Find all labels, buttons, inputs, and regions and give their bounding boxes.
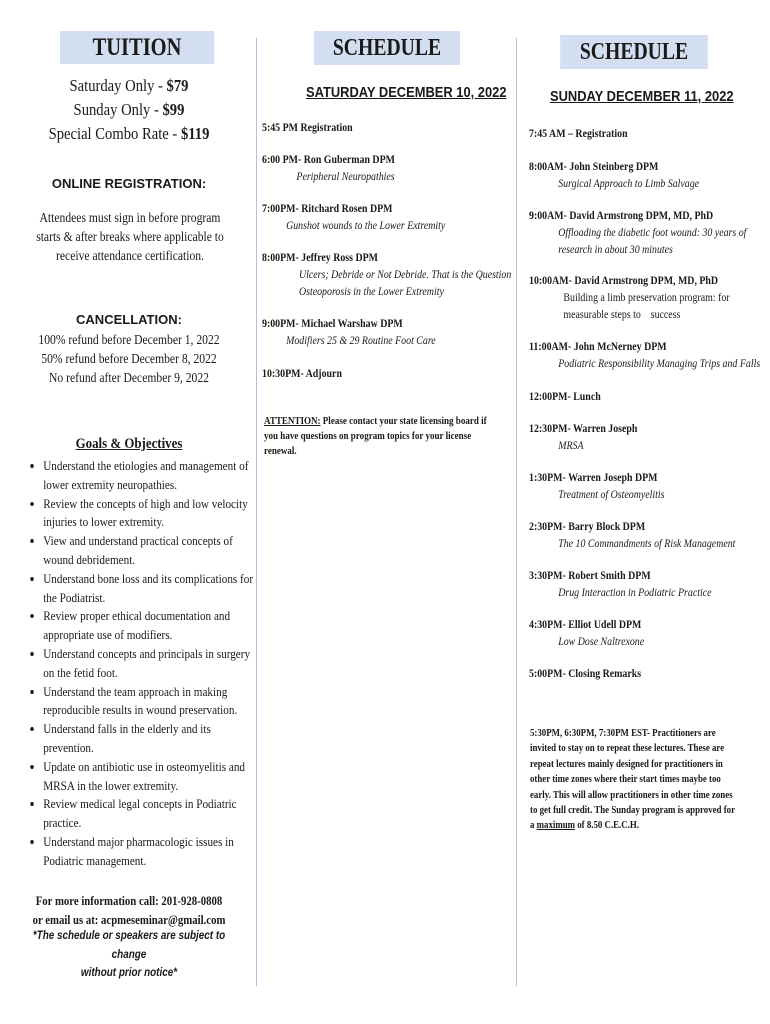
schedule-item <box>262 120 512 137</box>
schedule-topic: Drug Interaction in Podiatric Practice <box>558 587 712 599</box>
sunday-date: SUNDAY DECEMBER 11, 2022 <box>550 88 734 105</box>
schedule-time: 9:00AM- David Armstrong DPM, MD, PhD <box>529 210 714 222</box>
saturday-price: $79 <box>166 76 189 95</box>
schedule-item <box>529 126 769 143</box>
saturday-date: SATURDAY DECEMBER 10, 2022 <box>306 84 507 101</box>
column-divider-right <box>516 38 517 986</box>
cancellation-policy <box>10 330 248 387</box>
goal-item: • Review medical legal concepts in Podiatric practice. <box>43 795 258 833</box>
schedule-topic: Ulcers; Debride or Not Debride. That is the Question <box>298 269 512 281</box>
schedule-item <box>262 201 512 235</box>
schedule-time: 7:45 AM – Registration <box>529 128 628 140</box>
schedule-item <box>529 208 769 259</box>
repeat-lectures-note <box>530 726 740 834</box>
schedule-time: 9:00PM- Michael Warshaw DPM <box>262 318 403 330</box>
schedule-item <box>529 273 769 324</box>
schedule-item <box>529 568 769 602</box>
goal-item: • Understand the team approach in making reproducible results in wound preservation. <box>43 683 258 721</box>
goals-title: Goals & Objectives <box>75 436 183 452</box>
tuition-title: TUITION <box>92 34 182 61</box>
tuition-header <box>60 31 214 64</box>
combo-price-line <box>27 122 232 146</box>
schedule-item <box>529 666 769 683</box>
notice-line: *The schedule or speakers are subject to change <box>32 930 226 961</box>
goal-item: • Understand major pharmacologic issues in Podiatric management. <box>43 833 258 871</box>
schedule-time: 12:30PM- Warren Joseph <box>529 423 638 435</box>
sunday-price-line <box>27 98 232 122</box>
saturday-schedule-column <box>262 0 512 1024</box>
schedule-topic: measurable steps to success <box>563 309 681 321</box>
schedule-time: 10:00AM- David Armstrong DPM, MD, PhD <box>529 275 719 287</box>
online-registration-title: ONLINE REGISTRATION: <box>51 176 207 191</box>
combo-price: $119 <box>180 124 210 143</box>
schedule-topic: Surgical Approach to Limb Salvage <box>558 178 700 190</box>
attention-notice <box>264 414 494 459</box>
cancellation-line: 50% refund before December 8, 2022 <box>41 351 217 366</box>
schedule-time: 8:00AM- John Steinberg DPM <box>529 161 659 173</box>
schedule-time: 5:00PM- Closing Remarks <box>529 668 642 680</box>
sunday-schedule-column <box>522 0 762 1024</box>
tuition-column <box>10 0 254 1024</box>
schedule-topic: Gunshot wounds to the Lower Extremity <box>286 220 446 232</box>
schedule-topic: Osteoporosis in the Lower Extremity <box>298 286 444 298</box>
note-text: 5:30PM, 6:30PM, 7:30PM EST- Practitioners are invited to stay on to repeat these lectures. These are repeat lectures mainly designed for practitioners in other time zones where their start times maybe too early. This will allow practitioners in other time zones to get full credit. The Sunday program is approved for a <box>530 728 735 832</box>
schedule-item <box>529 617 769 651</box>
goal-item: • View and understand practical concepts of wound debridement. <box>43 532 258 570</box>
saturday-price-line <box>27 74 232 98</box>
note-emphasis: maximum <box>536 820 576 832</box>
sunday-price: $99 <box>162 100 185 119</box>
saturday-schedule-header <box>314 31 460 65</box>
tuition-prices <box>10 74 248 146</box>
goal-item: • Understand bone loss and its complications for the Podiatrist. <box>43 570 258 608</box>
goal-item: • Review proper ethical documentation and appropriate use of modifiers. <box>43 607 258 645</box>
schedule-topic: Peripheral Neuropathies <box>296 171 395 183</box>
schedule-item <box>262 152 512 186</box>
goal-item: • Understand the etiologies and management of lower extremity neuropathies. <box>43 457 258 495</box>
schedule-item <box>529 519 769 553</box>
schedule-item <box>262 366 512 383</box>
schedule-item <box>262 250 512 301</box>
schedule-time: 8:00PM- Jeffrey Ross DPM <box>262 252 378 264</box>
schedule-topic: Modifiers 25 & 29 Routine Foot Care <box>286 335 436 347</box>
schedule-time: 5:45 PM Registration <box>262 122 353 134</box>
schedule-topic: Podiatric Responsibility Managing Trips and Falls <box>558 358 761 370</box>
saturday-price-label: Saturday Only - <box>69 76 167 95</box>
schedule-title: SCHEDULE <box>579 39 689 65</box>
schedule-topic: MRSA <box>558 440 584 452</box>
goal-item: • Review the concepts of high and low velocity injuries to lower extremity. <box>43 495 258 533</box>
schedule-time: 3:30PM- Robert Smith DPM <box>529 570 651 582</box>
schedule-item <box>529 389 769 406</box>
schedule-topic: Offloading the diabetic foot wound: 30 years of <box>558 227 747 239</box>
schedule-item <box>529 339 769 373</box>
contact-phone: For more information call: 201-928-0808 <box>35 894 223 908</box>
cancellation-line: 100% refund before December 1, 2022 <box>38 332 220 347</box>
schedule-time: 7:00PM- Ritchard Rosen DPM <box>262 203 393 215</box>
schedule-time: 1:30PM- Warren Joseph DPM <box>529 472 658 484</box>
sunday-schedule-header <box>560 35 708 69</box>
schedule-time: 2:30PM- Barry Block DPM <box>529 521 646 533</box>
schedule-time: 6:00 PM- Ron Guberman DPM <box>262 154 395 166</box>
note-text: of 8.50 C.E.C.H. <box>575 820 639 832</box>
schedule-title: SCHEDULE <box>332 35 442 61</box>
sunday-price-label: Sunday Only - <box>73 100 163 119</box>
schedule-item <box>529 159 769 193</box>
schedule-topic: Building a limb preservation program: for <box>563 292 730 304</box>
contact-email: or email us at: acpmeseminar@gmail.com <box>32 912 226 927</box>
combo-price-label: Special Combo Rate - <box>48 124 181 143</box>
online-registration-text: Attendees must sign in before program starts & after breaks where applicable to receive attendance certification. <box>36 210 224 263</box>
schedule-time: 4:30PM- Elliot Udell DPM <box>529 619 642 631</box>
schedule-time: 10:30PM- Adjourn <box>262 368 342 380</box>
schedule-time: 11:00AM- John McNerney DPM <box>529 341 667 353</box>
goal-item: • Update on antibiotic use in osteomyelitis and MRSA in the lower extremity. <box>43 758 258 796</box>
schedule-topic: Low Dose Naltrexone <box>558 636 645 648</box>
notice-line: without prior notice* <box>80 967 178 979</box>
attention-label: ATTENTION: <box>264 416 321 427</box>
schedule-item <box>262 316 512 350</box>
schedule-topic: Treatment of Osteomyelitis <box>558 489 665 501</box>
attention-text: Please contact your state licensing board if you have questions on program topics for your license renewal. <box>264 416 487 457</box>
schedule-item <box>529 421 769 455</box>
goals-list <box>26 457 258 871</box>
goal-item: • Understand concepts and principals in surgery on the fetid foot. <box>43 645 258 683</box>
cancellation-title: CANCELLATION: <box>76 312 182 327</box>
schedule-topic: The 10 Commandments of Risk Management <box>558 538 736 550</box>
contact-info <box>10 892 248 929</box>
schedule-item <box>529 470 769 504</box>
schedule-topic: research in about 30 minutes <box>558 244 673 256</box>
schedule-change-notice <box>10 927 248 983</box>
schedule-time: 12:00PM- Lunch <box>529 391 601 403</box>
goal-item: • Understand falls in the elderly and its prevention. <box>43 720 258 758</box>
cancellation-line: No refund after December 9, 2022 <box>49 370 209 385</box>
